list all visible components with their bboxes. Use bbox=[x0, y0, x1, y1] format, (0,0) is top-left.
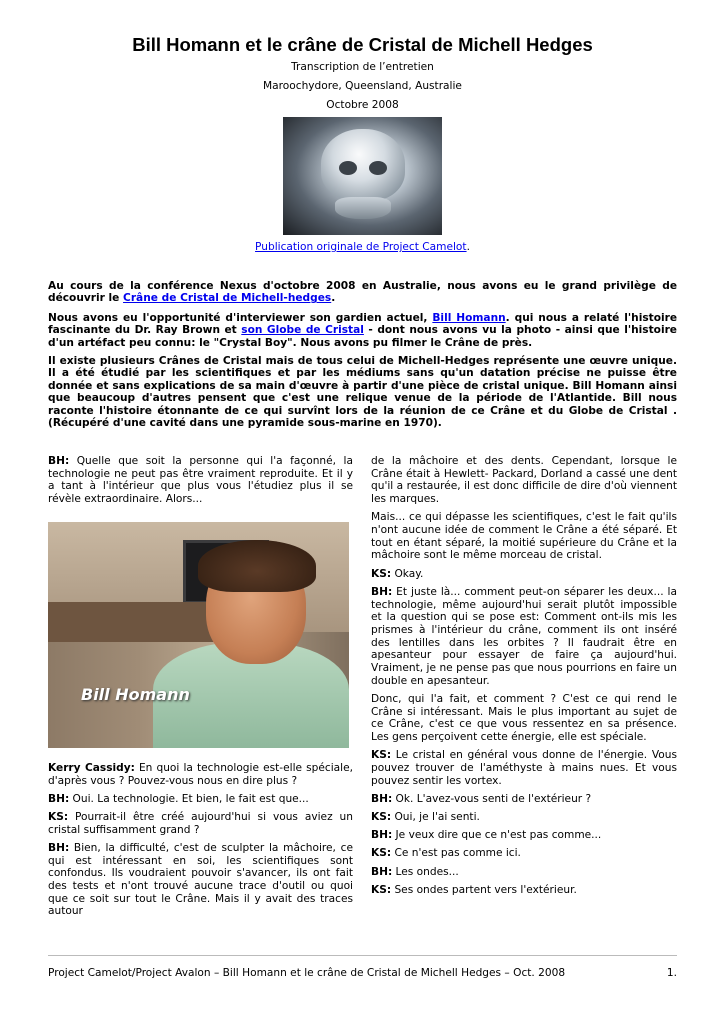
dialogue-line: BH: Et juste là... comment peut-on séparer les deux... la technologie, même aujourd'hui serait plutôt impossible et la question qui se pose est: Comment ont-ils mis les prismes à l'intérieur du crâne, comment ils ont inséré des lentilles dans les orbites ? Il faudrait être en apesanteur pour essayer de faire ça aujourd'hui. Vraiment, je ne pense pas que nous pourrions en faire un double en apesanteur. bbox=[371, 585, 677, 687]
dialogue-line: Kerry Cassidy: En quoi la technologie est-elle spéciale, d'après vous ? Pouvez-vous nous en dire plus ? bbox=[48, 761, 353, 787]
intro-paragraph-3: Il existe plusieurs Crânes de Cristal mais de tous celui de Michell-Hedges représente une œuvre unique. Il a été étudié par les scientifiques et par les médiums sans qu'un datation précise ne puisse être donnée et sans explications de sa main d'œuvre à partir d'une pièce de cristal unique. Bill Homann ainsi que beaucoup d'autres pensent que c'est une relique venue de la période de l'Atlantide. Bill nous raconte l'histoire étonnante de ce qui survînt lors de la réunion de ce Crâne et du Globe de Cristal . (Récupéré d'une cavité dans une pyramide sous-marine en 1970). bbox=[48, 355, 677, 430]
dialogue-line: BH: Je veux dire que ce n'est pas comme... bbox=[371, 829, 602, 842]
source-caption: Publication originale de Project Camelot. bbox=[255, 241, 470, 253]
right-column bbox=[371, 455, 677, 902]
subtitle-date: Octobre 2008 bbox=[326, 99, 399, 111]
footer-divider bbox=[48, 955, 677, 956]
subtitle-location: Maroochydore, Queensland, Australie bbox=[263, 80, 462, 92]
footer-text: Project Camelot/Project Avalon – Bill Homann et le crâne de Cristal de Michell Hedges – Oct. 2008 bbox=[48, 967, 566, 979]
intro-paragraph-1: Au cours de la conférence Nexus d'octobre 2008 en Australie, nous avons eu le grand privilège de découvrir le Crâne de Cristal de Michell-hedges. bbox=[48, 280, 677, 305]
dialogue-line: KS: Ce n'est pas comme ici. bbox=[371, 847, 521, 860]
dialogue-line: de la mâchoire et des dents. Cependant, lorsque le Crâne était à Hewlett- Packard, Dorland a cassé une dent qu'il a restaurée, il est donc difficile de dire d'où viennent les marques. bbox=[371, 455, 677, 506]
dialogue-line: Donc, qui l'a fait, et comment ? C'est ce qui rend le Crâne si intéressant. Mais le plus important au sujet de ce Crâne, c'est ce que vous ressentez en sa présence. Les gens perçoivent cette énergie, elle est spéciale. bbox=[371, 692, 677, 744]
crystal-skull-image bbox=[283, 117, 442, 235]
page-footer bbox=[48, 967, 677, 979]
dialogue-line: KS: Le cristal en général vous donne de l'énergie. Vous pouvez trouver de l'améthyste à mains nues. Et vous pouvez sentir les vortex. bbox=[371, 749, 677, 787]
dialogue-line: KS: Pourrait-il être créé aujourd'hui si vous aviez un cristal suffisamment grand ? bbox=[48, 810, 353, 836]
crystal-globe-link[interactable]: son Globe de Cristal bbox=[241, 324, 364, 337]
bill-homann-photo bbox=[48, 522, 349, 748]
bill-homann-link[interactable]: Bill Homann bbox=[432, 312, 506, 324]
dialogue-line: KS: Ses ondes partent vers l'extérieur. bbox=[371, 883, 577, 896]
dialogue-line: Mais... ce qui dépasse les scientifiques, c'est le fait qu'ils n'ont aucune idée de comment le Crâne a été séparé. Et tout en étant séparé, la moitié supérieure du Crâne et la mâchoire sont le même morceau de cristal. bbox=[371, 511, 677, 562]
page-title: Bill Homann et le crâne de Cristal de Michell Hedges bbox=[132, 34, 593, 55]
dialogue-line: BH: Ok. L'avez-vous senti de l'extérieur ? bbox=[371, 792, 592, 805]
page-number: 1. bbox=[666, 967, 677, 979]
dialogue-line: BH: Quelle que soit la personne qui l'a façonné, la technologie ne peut pas être vraiment reproduite. Et il y a tant à l'intérieur que plus vous l'étudiez plus il se révèle extraordinaire. Alors... bbox=[48, 455, 353, 506]
subtitle-transcription: Transcription de l’entretien bbox=[291, 61, 434, 73]
dialogue-line: KS: Okay. bbox=[371, 567, 424, 580]
intro-paragraph-2: Nous avons eu l'opportunité d'interviewer son gardien actuel, Bill Homann. qui nous a relaté l'histoire fascinante du Dr. Ray Brown et son Globe de Cristal - dont nous avons vu la photo - ainsi que l'histoire d'un artéfact peu connu: le "Crystal Boy". Nous avons pu filmer le Crâne de près. bbox=[48, 312, 678, 349]
photo-name-label: Bill Homann bbox=[81, 684, 190, 704]
left-column bbox=[48, 455, 353, 924]
original-publication-link[interactable]: Publication originale de Project Camelot bbox=[255, 241, 467, 253]
crystal-skull-link[interactable]: Crâne de Cristal de Michell-hedges bbox=[123, 292, 332, 305]
dialogue-line: BH: Les ondes... bbox=[371, 865, 459, 878]
dialogue-line: BH: Bien, la difficulté, c'est de sculpter la mâchoire, ce qui est intéressant en soi, les scientifiques sont confondus. Ils voudraient pouvoir s'avancer, ils ont fait des tests et n'ont trouvé aucune trace d'outil ou quoi que ce soit sur tout le Crâne. Mais il y avait des traces autour bbox=[48, 841, 353, 918]
dialogue-line: BH: Oui. La technologie. Et bien, le fait est que... bbox=[48, 792, 309, 805]
dialogue-line: KS: Oui, je l'ai senti. bbox=[371, 811, 480, 824]
